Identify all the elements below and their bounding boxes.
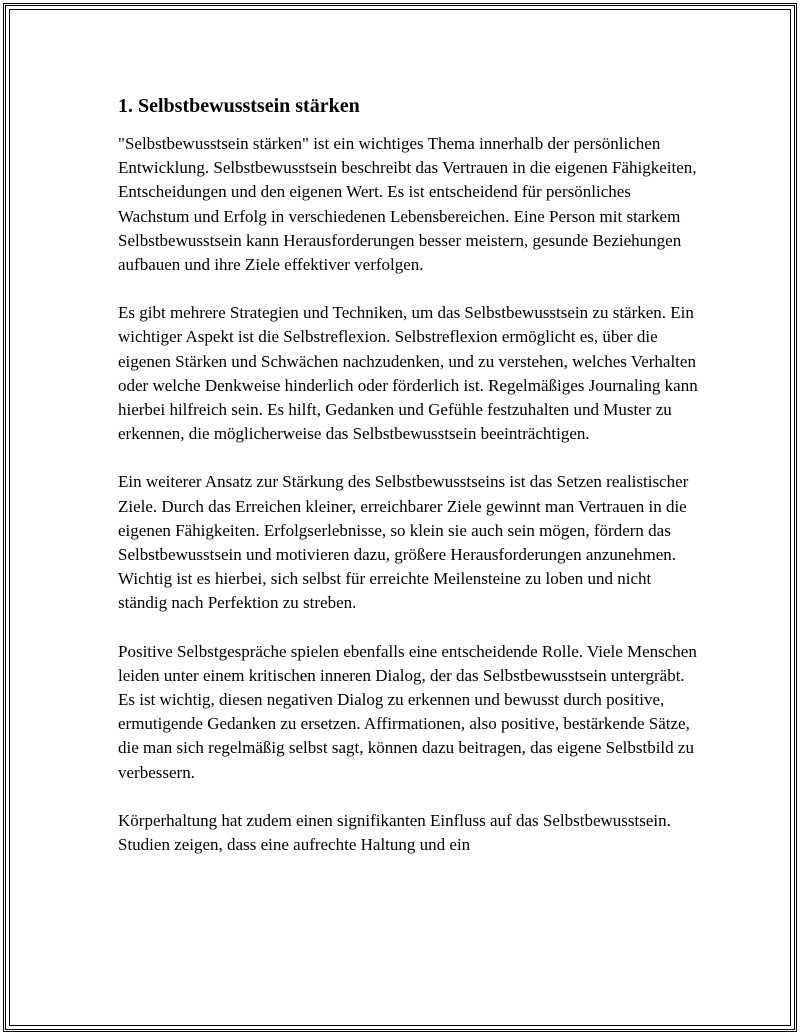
paragraph-realistic-goals: Ein weiterer Ansatz zur Stärkung des Selbstbewusstseins ist das Setzen realistischer Ziele. Durch das Erreichen kleiner, erreichbarer Ziele gewinnt man Vertrauen in die eigenen Fähigkeiten. Erfolgserlebnisse, so klein sie auch sein mögen, fördern das Selbstbewusstsein und motivieren dazu, größere Herausforderungen anzunehmen. Wichtig ist es hierbei, sich selbst für erreichte Meilensteine zu loben und nicht ständig nach Perfektion zu streben.	[118, 472, 689, 613]
paragraph-self-reflection: Es gibt mehrere Strategien und Techniken, um das Selbstbewusstsein zu stärken. Ein wichtiger Aspekt ist die Selbstreflexion. Selbstreflexion ermöglicht es, über die eigenen Stärken und Schwächen nachzudenken, und zu verstehen, welches Verhalten oder welche Denkweise hinderlich oder förderlich ist. Regelmäßiges Journaling kann hierbei hilfreich sein. Es hilft, Gedanken und Gefühle festzuhalten und Muster zu erkennen, die möglicherweise das Selbstbewusstsein beeinträchtigen.	[118, 303, 698, 444]
paragraph-body-posture: Körperhaltung hat zudem einen signifikanten Einfluss auf das Selbstbewusstsein. Studien zeigen, dass eine aufrechte Haltung und ein	[118, 810, 671, 855]
document-body	[118, 92, 698, 881]
paragraph-intro: "Selbstbewusstsein stärken" ist ein wichtiges Thema innerhalb der persönlichen Entwicklung. Selbstbewusstsein beschreibt das Vertrauen in die eigenen Fähigkeiten, Entscheidungen und den eigenen Wert. Es ist entscheidend für persönliches Wachstum und Erfolg in verschiedenen Lebensbereichen. Eine Person mit starkem Selbstbewusstsein kann Herausforderungen besser meistern, gesunde Beziehungen aufbauen und ihre Ziele effektiver verfolgen.	[118, 134, 697, 275]
paragraph-positive-self-talk: Positive Selbstgespräche spielen ebenfalls eine entscheidende Rolle. Viele Menschen leiden unter einem kritischen inneren Dialog, der das Selbstbewusstsein untergräbt. Es ist wichtig, diesen negativen Dialog zu erkennen und bewusst durch positive, ermutigende Gedanken zu ersetzen. Affirmationen, also positive, bestärkende Sätze, die man sich regelmäßig selbst sagt, können dazu beitragen, das eigene Selbstbild zu verbessern.	[118, 641, 697, 782]
section-heading: 1. Selbstbewusstsein stärken	[118, 95, 360, 117]
